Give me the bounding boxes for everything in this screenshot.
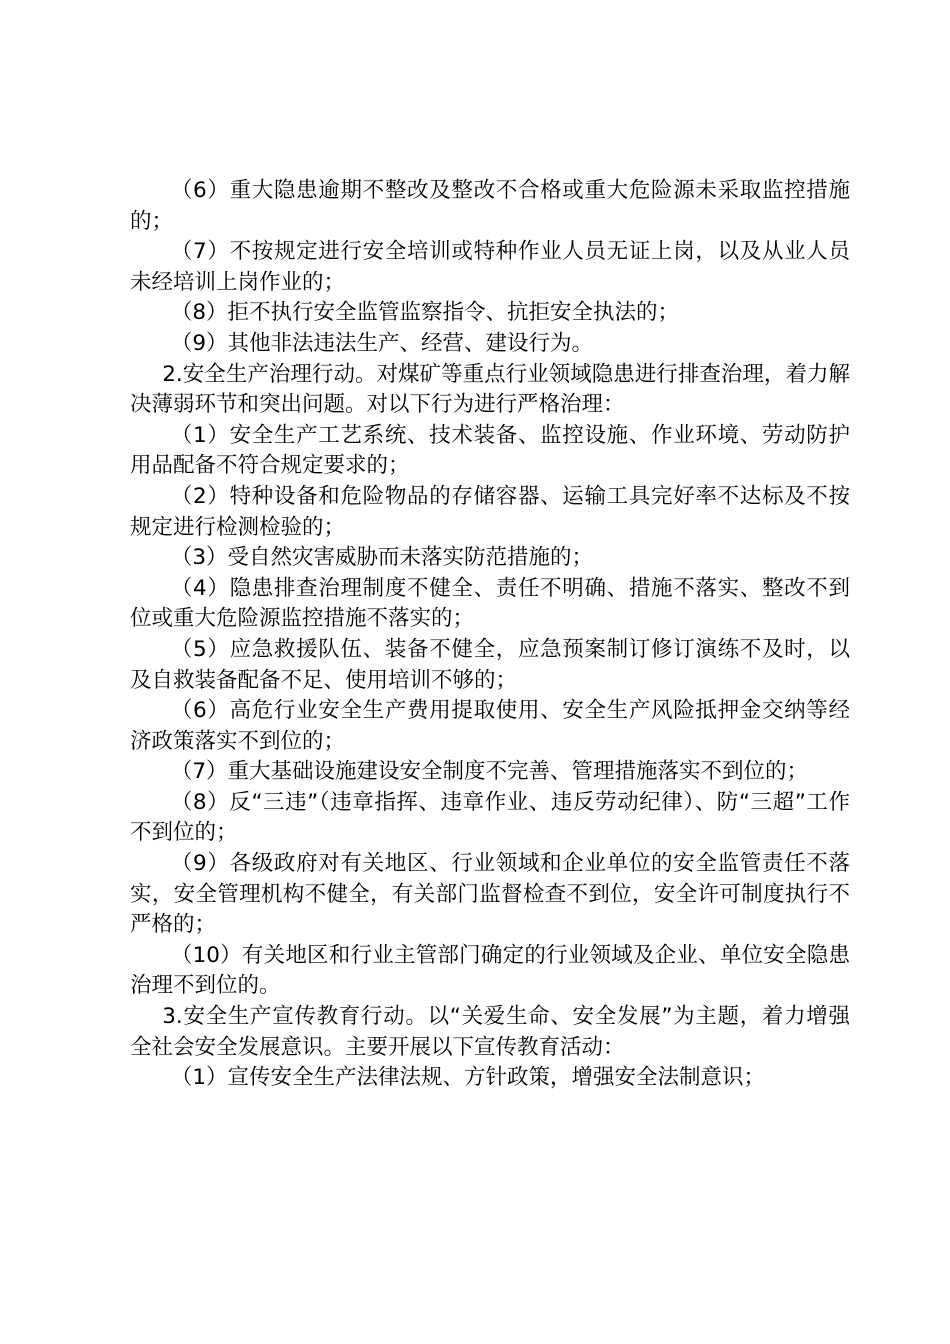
paragraph-item-3-natural-disaster: （3）受自然灾害威胁而未落实防范措施的； bbox=[170, 545, 594, 571]
paragraph-item-2-special-equipment: （2）特种设备和危险物品的存储容器、运输工具完好率不达标及不按规定进行检测检验的； bbox=[130, 483, 850, 540]
paragraph-item-4-hazard-system: （4）隐患排查治理制度不健全、责任不明确、措施不落实、整改不到位或重大危险源监控措施不落实的； bbox=[130, 575, 850, 632]
paragraph-item-1-process-systems: （1）安全生产工艺系统、技术装备、监控设施、作业环境、劳动防护用品配备不符合规定要求的； bbox=[130, 422, 850, 479]
paragraph-item-10-industry-hazards: （10）有关地区和行业主管部门确定的行业领域及企业、单位安全隐患治理不到位的。 bbox=[130, 942, 850, 999]
document-page bbox=[130, 176, 850, 1094]
section-heading-2-governance-action: 2.安全生产治理行动。对煤矿等重点行业领域隐患进行排查治理，着力解决薄弱环节和突出问题。对以下行为进行严格治理： bbox=[130, 361, 850, 418]
paragraph-item-9-other-illegal: （9）其他非法违法生产、经营、建设行为。 bbox=[170, 330, 594, 356]
paragraph-item-5-emergency-rescue: （5）应急救援队伍、装备不健全，应急预案制订修订演练不及时，以及自救装备配备不足、使用培训不够的； bbox=[130, 636, 850, 693]
paragraph-item-7-training: （7）不按规定进行安全培训或特种作业人员无证上岗，以及从业人员未经培训上岗作业的； bbox=[130, 239, 850, 295]
paragraph-item-1-publicize-laws: （1）宣传安全生产法律法规、方针政策，增强安全法制意识； bbox=[170, 1065, 766, 1091]
section-heading-3-education-action: 3.安全生产宣传教育行动。以“关爱生命、安全发展”为主题，着力增强全社会安全发展意识。主要开展以下宣传教育活动： bbox=[130, 1004, 850, 1060]
paragraph-item-7-infrastructure: （7）重大基础设施建设安全制度不完善、管理措施落实不到位的； bbox=[170, 759, 809, 785]
paragraph-item-8-refuse-orders: （8）拒不执行安全监管监察指令、抗拒安全执法的； bbox=[170, 300, 680, 326]
paragraph-item-6-safety-costs: （6）高危行业安全生产费用提取使用、安全生产风险抵押金交纳等经济政策落实不到位的； bbox=[130, 698, 850, 754]
paragraph-item-8-three-violations: （8）反“三违”（违章指挥、违章作业、违反劳动纪律）、防“三超”工作不到位的； bbox=[130, 789, 850, 846]
paragraph-item-9-government-duty: （9）各级政府对有关地区、行业领域和企业单位的安全监管责任不落实，安全管理机构不健全，有关部门监督检查不到位，安全许可制度执行不严格的； bbox=[130, 851, 850, 938]
paragraph-item-6-hazard-rectification: （6）重大隐患逾期不整改及整改不合格或重大危险源未采取监控措施的； bbox=[130, 178, 850, 234]
